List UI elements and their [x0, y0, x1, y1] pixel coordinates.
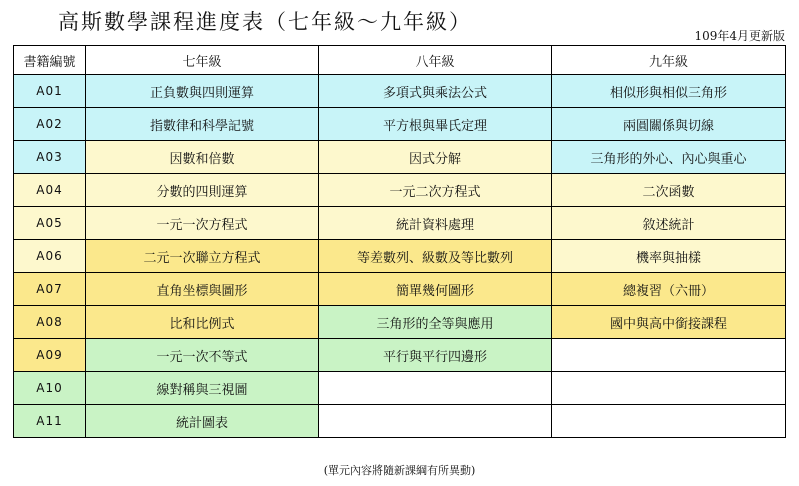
unit-cell-grade-9: 相似形與相似三角形 [552, 75, 786, 108]
unit-cell-grade-8: 統計資料處理 [319, 207, 552, 240]
unit-cell-grade-8: 三角形的全等與應用 [319, 306, 552, 339]
unit-cell-grade-8 [319, 372, 552, 405]
table-row [14, 75, 786, 108]
unit-cell-grade-7: 指數律和科學記號 [86, 108, 319, 141]
book-code-cell: A02 [14, 108, 86, 141]
book-code-cell: A06 [14, 240, 86, 273]
header-grade-7: 七年級 [86, 46, 319, 75]
table-row [14, 405, 786, 438]
unit-cell-grade-8: 平方根與畢氏定理 [319, 108, 552, 141]
unit-cell-grade-9: 國中與高中銜接課程 [552, 306, 786, 339]
unit-cell-grade-9 [552, 339, 786, 372]
table-body [14, 75, 786, 438]
page-title: 高斯數學課程進度表（七年級～九年級） [58, 10, 472, 34]
curriculum-table [13, 45, 786, 438]
unit-cell-grade-8: 因式分解 [319, 141, 552, 174]
unit-cell-grade-7: 線對稱與三視圖 [86, 372, 319, 405]
unit-cell-grade-7: 正負數與四則運算 [86, 75, 319, 108]
unit-cell-grade-7: 統計圖表 [86, 405, 319, 438]
table-row [14, 273, 786, 306]
table-row [14, 372, 786, 405]
unit-cell-grade-9: 二次函數 [552, 174, 786, 207]
book-code-cell: A03 [14, 141, 86, 174]
unit-cell-grade-7: 直角坐標與圖形 [86, 273, 319, 306]
unit-cell-grade-9 [552, 405, 786, 438]
unit-cell-grade-7: 一元一次方程式 [86, 207, 319, 240]
book-code-cell: A11 [14, 405, 86, 438]
table-row [14, 306, 786, 339]
unit-cell-grade-9 [552, 372, 786, 405]
unit-cell-grade-9: 兩圓關係與切線 [552, 108, 786, 141]
table-row [14, 141, 786, 174]
header-book-code: 書籍編號 [14, 46, 86, 75]
table-row [14, 240, 786, 273]
unit-cell-grade-9: 三角形的外心、內心與重心 [552, 141, 786, 174]
unit-cell-grade-7: 一元一次不等式 [86, 339, 319, 372]
unit-cell-grade-8 [319, 405, 552, 438]
book-code-cell: A01 [14, 75, 86, 108]
header-grade-9: 九年級 [552, 46, 786, 75]
unit-cell-grade-8: 等差數列、級數及等比數列 [319, 240, 552, 273]
table-header-row [14, 46, 786, 75]
unit-cell-grade-7: 二元一次聯立方程式 [86, 240, 319, 273]
table-row [14, 207, 786, 240]
book-code-cell: A08 [14, 306, 86, 339]
table-row [14, 339, 786, 372]
book-code-cell: A07 [14, 273, 86, 306]
table-row [14, 174, 786, 207]
book-code-cell: A09 [14, 339, 86, 372]
book-code-cell: A10 [14, 372, 86, 405]
book-code-cell: A04 [14, 174, 86, 207]
unit-cell-grade-8: 一元二次方程式 [319, 174, 552, 207]
unit-cell-grade-7: 因數和倍數 [86, 141, 319, 174]
unit-cell-grade-8: 多項式與乘法公式 [319, 75, 552, 108]
unit-cell-grade-8: 簡單幾何圖形 [319, 273, 552, 306]
unit-cell-grade-8: 平行與平行四邊形 [319, 339, 552, 372]
version-label: 109年4月更新版 [694, 29, 785, 43]
table-row [14, 108, 786, 141]
unit-cell-grade-9: 機率與抽樣 [552, 240, 786, 273]
book-code-cell: A05 [14, 207, 86, 240]
footnote: (單元內容將隨新課綱有所異動) [323, 464, 476, 477]
unit-cell-grade-7: 比和比例式 [86, 306, 319, 339]
header-grade-8: 八年級 [319, 46, 552, 75]
unit-cell-grade-7: 分數的四則運算 [86, 174, 319, 207]
unit-cell-grade-9: 敘述統計 [552, 207, 786, 240]
unit-cell-grade-9: 總複習（六冊） [552, 273, 786, 306]
